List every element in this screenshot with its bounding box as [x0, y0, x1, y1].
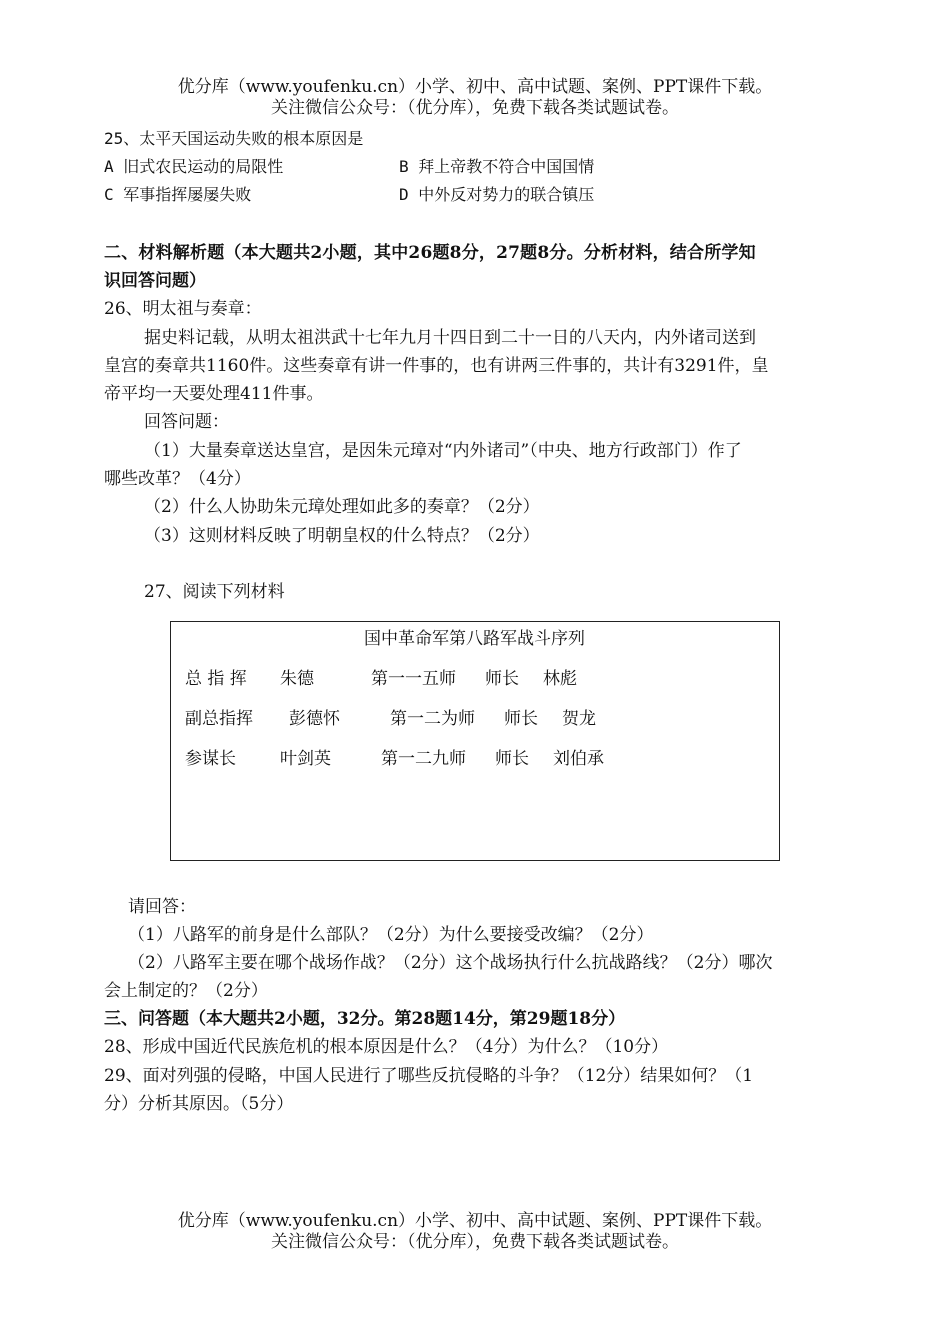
table-cell-division: 第一二九师 [381, 749, 466, 769]
q26-sub1-line-2: 哪些改革？（4分） [104, 469, 251, 489]
table-cell-division: 第一一五师 [371, 669, 456, 689]
table-cell-leader: 刘伯承 [553, 749, 604, 769]
q25-option-b: B 拜上帝教不符合中国国情 [399, 157, 595, 176]
table-cell-leader: 贺龙 [562, 709, 596, 729]
footer-line-1: 优分库（www.youfenku.cn）小学、初中、高中试题、案例、PPT课件下载。 [177, 1211, 773, 1231]
table-cell-person: 朱德 [280, 669, 314, 689]
section3-title: 三、问答题（本大题共2小题，32分。第28题14分，第29题18分） [104, 1009, 626, 1029]
q29-line-1: 29、面对列强的侵略，中国人民进行了哪些反抗侵略的斗争？（12分）结果如何？（1 [104, 1066, 754, 1086]
q26-sub1-line-1: （1）大量奏章送达皇宫，是因朱元璋对“内外诸司”（中央、地方行政部门）作了 [144, 441, 742, 461]
q26-paragraph-line-3: 帝平均一天要处理411件事。 [104, 384, 324, 404]
footer-line-2: 关注微信公众号：（优分库），免费下载各类试题试卷。 [271, 1232, 679, 1252]
material-caption: 国中革命军第八路军战斗序列 [364, 629, 585, 649]
q25-option-c: C 军事指挥屡屡失败 [104, 185, 252, 204]
table-cell-rank: 师长 [504, 709, 538, 729]
q26-sub2: （2）什么人协助朱元璋处理如此多的奏章？（2分） [144, 497, 540, 517]
q26-sub3: （3）这则材料反映了明朝皇权的什么特点？（2分） [144, 526, 540, 546]
section2-title-line-2: 识回答问题） [104, 271, 206, 291]
q26-prompt: 回答问题： [144, 412, 229, 432]
table-cell-role: 副总指挥 [185, 709, 253, 729]
table-cell-role: 参谋长 [185, 749, 236, 769]
table-cell-division: 第一二为师 [390, 709, 475, 729]
q27-sub1: （1）八路军的前身是什么部队？（2分）为什么要接受改编？（2分） [128, 925, 654, 945]
q26-paragraph-line-2: 皇宫的奏章共1160件。这些奏章有讲一件事的，也有讲两三件事的，共计有3291件，皇 [104, 356, 769, 376]
table-cell-leader: 林彪 [543, 669, 577, 689]
q26-title: 26、明太祖与奏章： [104, 299, 262, 319]
q25-stem: 25、太平天国运动失败的根本原因是 [104, 129, 364, 148]
section2-title-line-1: 二、材料解析题（本大题共2小题，其中26题8分，27题8分。分析材料，结合所学知 [104, 243, 756, 263]
q27-sub2-line-2: 会上制定的？（2分） [104, 981, 268, 1001]
q25-option-d: D 中外反对势力的联合镇压 [399, 185, 595, 204]
q25-option-a: A 旧式农民运动的局限性 [104, 157, 284, 176]
table-cell-person: 彭德怀 [289, 709, 340, 729]
q28-text: 28、形成中国近代民族危机的根本原因是什么？（4分）为什么？（10分） [104, 1037, 669, 1057]
header-line-2: 关注微信公众号：（优分库），免费下载各类试题试卷。 [271, 98, 679, 118]
q27-prompt: 请回答： [128, 897, 196, 917]
table-cell-rank: 师长 [495, 749, 529, 769]
table-cell-role: 总 指 挥 [185, 669, 247, 689]
q27-sub2-line-1: （2）八路军主要在哪个战场作战？（2分）这个战场执行什么抗战路线？（2分）哪次 [128, 953, 773, 973]
table-cell-person: 叶剑英 [280, 749, 331, 769]
q29-line-2: 分）分析其原因。（5分） [104, 1094, 294, 1114]
q27-title: 27、阅读下列材料 [144, 582, 285, 602]
material-box [170, 621, 780, 861]
table-cell-rank: 师长 [485, 669, 519, 689]
header-line-1: 优分库（www.youfenku.cn）小学、初中、高中试题、案例、PPT课件下载。 [177, 77, 773, 97]
q26-paragraph-line-1: 据史料记载，从明太祖洪武十七年九月十四日到二十一日的八天内，内外诸司送到 [144, 328, 756, 348]
